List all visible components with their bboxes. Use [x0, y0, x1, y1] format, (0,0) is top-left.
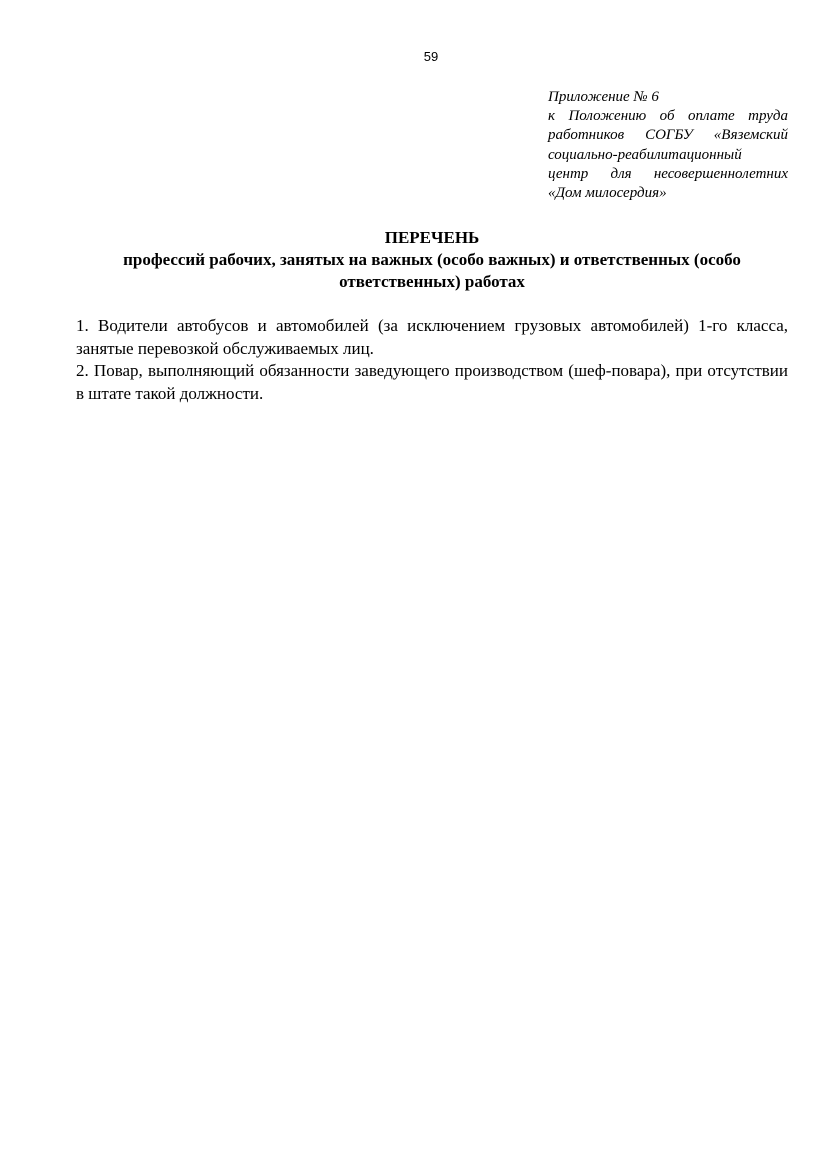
appendix-note	[548, 88, 788, 203]
appendix-line-title: Приложение № 6	[548, 89, 659, 105]
appendix-line: социально-реабилитационный	[548, 146, 742, 163]
list-item: 2. Повар, выполняющий обязанности заведующего производством (шеф-повара), при отсутствии в штате такой должности.	[76, 361, 788, 403]
appendix-line: работников СОГБУ «Вяземский	[548, 127, 788, 144]
appendix-line: к Положению об оплате труда	[548, 108, 788, 125]
title-subheading: профессий рабочих, занятых на важных (особо важных) и ответственных (особо ответственных) работах	[123, 250, 741, 291]
page-number: 59	[423, 49, 439, 64]
appendix-line: центр для несовершеннолетних	[548, 165, 788, 182]
profession-list	[76, 315, 788, 405]
appendix-line: «Дом милосердия»	[548, 185, 667, 202]
list-item: 1. Водители автобусов и автомобилей (за исключением грузовых автомобилей) 1-го класса, занятые перевозкой обслуживаемых лиц.	[76, 316, 788, 358]
document-title	[76, 227, 788, 293]
title-heading: ПЕРЕЧЕНЬ	[384, 228, 480, 247]
